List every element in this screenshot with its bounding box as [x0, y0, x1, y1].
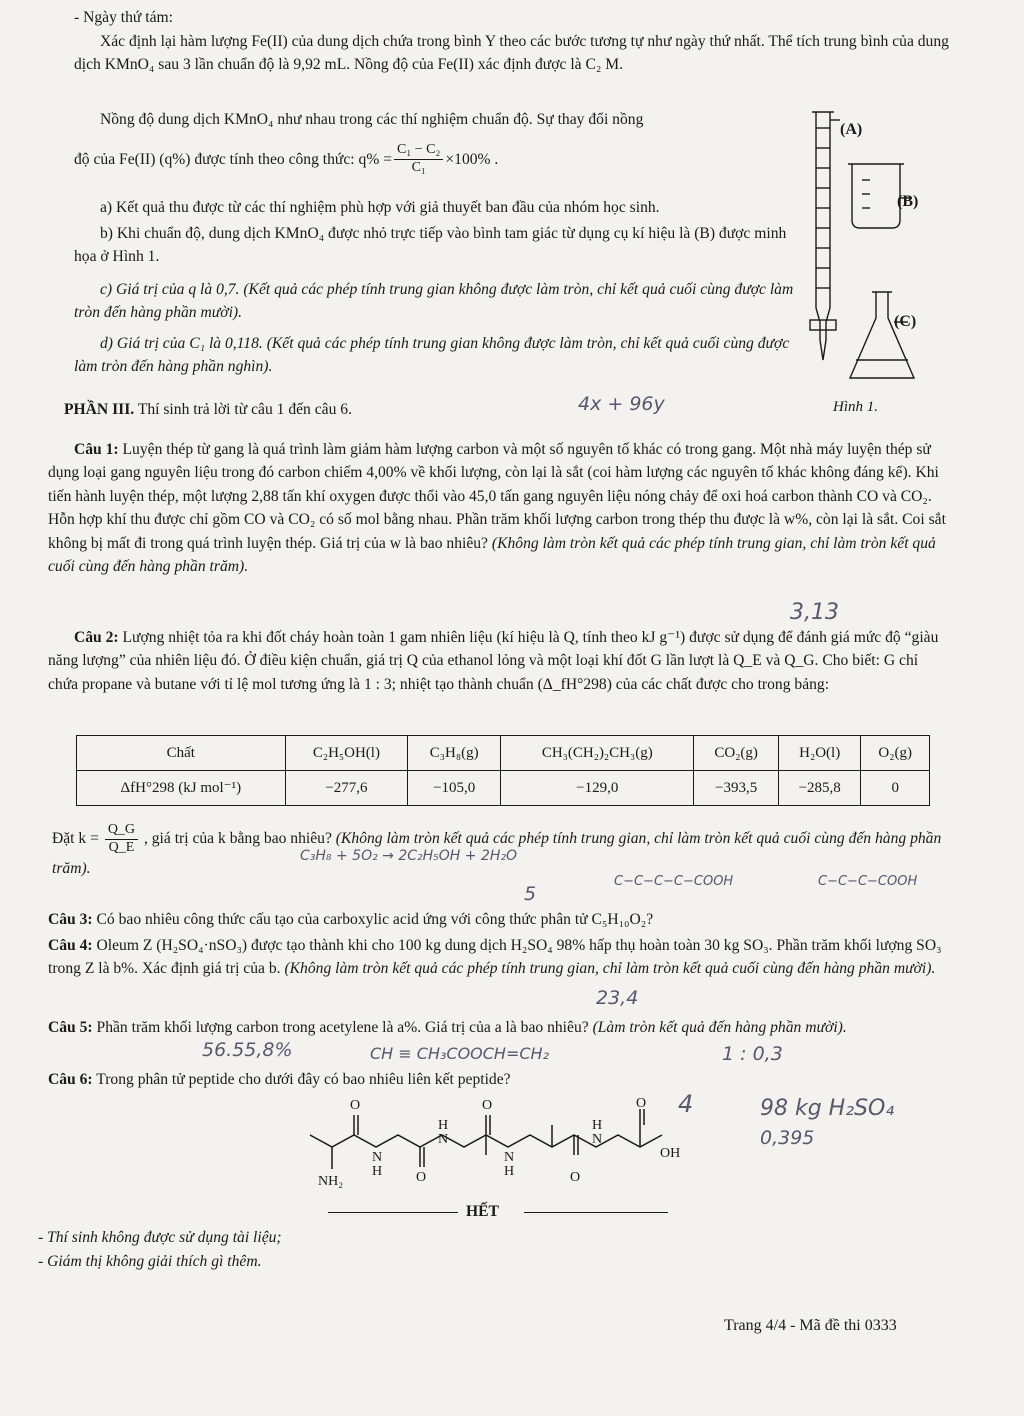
table-cell: −277,6 [285, 771, 408, 806]
question-4-note: (Không làm tròn kết quả các phép tính trung gian, chỉ làm tròn kết quả cuối cùng đến hàng phần mười). [284, 960, 936, 978]
question-2-note: (Không làm tròn kết quả các phép tính trung gian, chỉ làm tròn kết quả cuối cùng đến hàng phần trăm). [52, 829, 942, 877]
peptide-nitrogen-label: N [504, 1150, 515, 1165]
question-3-label: Câu 3: [48, 911, 93, 928]
end-divider-right [524, 1212, 668, 1213]
footer-note-2: - Giám thị không giải thích gì thêm. [38, 1253, 262, 1270]
handwritten-note: 0,395 [760, 1127, 815, 1149]
peptide-amine-label: NH₂ [318, 1174, 344, 1189]
table-cell: ΔfH°298 (kJ mol⁻¹) [77, 771, 286, 806]
table-cell: O₂(g) [861, 736, 930, 771]
question-6-text: Trong phân tử peptide cho dưới đây có bao nhiêu liên kết peptide? [96, 1071, 511, 1088]
table-cell: −105,0 [408, 771, 501, 806]
k-suffix: , giá trị của k bằng bao nhiêu? [143, 829, 332, 847]
question-5-note: (Làm tròn kết quả đến hàng phần mười). [592, 1019, 847, 1036]
formula-suffix: ×100% . [445, 150, 499, 168]
table-cell: CH₃(CH₂)₂CH₃(g) [501, 736, 694, 771]
handwritten-note: 98 kg H₂SO₄ [760, 1096, 895, 1121]
peptide-hydrogen-label: H [592, 1118, 603, 1133]
question-4-label: Câu 4: [48, 937, 93, 954]
statement-b: b) Khi chuẩn độ, dung dịch KMnO₄ được nhỏ trực tiếp vào bình tam giác từ dụng cụ kí hiệu là (B) được minh họa ở Hình 1. [74, 225, 787, 266]
question-3-text: Có bao nhiêu công thức cấu tạo của carboxylic acid ứng với công thức phân tử C₅H₁₀O₂? [96, 911, 654, 928]
peptide-nitrogen-label: N [372, 1150, 383, 1165]
question-1-label: Câu 1: [74, 441, 119, 458]
figure-label-a: (A) [840, 121, 863, 138]
table-cell: CO₂(g) [694, 736, 779, 771]
peptide-oxygen-label: O [636, 1096, 647, 1111]
question-6 [48, 1068, 948, 1091]
k-denominator: Q_E [108, 839, 135, 855]
peptide-nitrogen-label: N [438, 1132, 449, 1147]
handwritten-note: 4 [678, 1090, 694, 1118]
handwritten-note: 5 [524, 883, 537, 905]
part-three-title: PHẦN III. [64, 401, 135, 418]
table-cell: −393,5 [694, 771, 779, 806]
question-5-text: Phần trăm khối lượng carbon trong acetylene là a%. Giá trị của a là bao nhiêu? [96, 1019, 589, 1036]
handwritten-note: 4x + 96y [578, 393, 665, 415]
question-2-label: Câu 2: [74, 629, 119, 646]
peptide-structure-diagram [300, 1095, 720, 1195]
handwritten-note: C−C−C−COOH [818, 874, 918, 889]
statement-a: a) Kết quả thu được từ các thí nghiệm phù hợp với giả thuyết ban đầu của nhóm học sinh. [100, 199, 660, 216]
peptide-hydrogen-label: H [372, 1164, 383, 1179]
formula-line [74, 142, 794, 177]
paragraph-titration: Xác định lại hàm lượng Fe(II) của dung dịch chứa trong bình Y theo các bước tương tự như ngày thứ nhất. Thể tích trung bình của dung dịch KMnO₄ sau 3 lần chuẩn độ là 9,92 mL. Nồng độ của Fe(II) xác định được là C₂ M. [74, 33, 949, 74]
page-number: Trang 4/4 - Mã đề thi 0333 [724, 1317, 897, 1334]
peptide-oxygen-label: O [570, 1170, 581, 1185]
handwritten-note: CH ≡ CH₃COOCH=CH₂ [370, 1044, 549, 1063]
table-row [77, 771, 930, 806]
question-2-text: Lượng nhiệt tỏa ra khi đốt cháy hoàn toàn 1 gam nhiên liệu (kí hiệu là Q, tính theo kJ g⁻¹) được sử dụng để đánh giá mức độ “giàu năng lượng” của nhiên liệu đó. Ở điều kiện chuẩn, giá trị Q của ethanol lỏng và một loại khí đốt G lần lượt là Q_E và Q_G. Cho biết: G chỉ chứa propane và butane với tỉ lệ mol tương ứng là 1 : 3; nhiệt tạo thành chuẩn (Δ_fH°298) của các chất được cho trong bảng: [48, 629, 939, 693]
statement-d: d) Giá trị của C₁ là 0,118. (Kết quả các phép tính trung gian không được làm tròn, chỉ kết quả cuối cùng được làm tròn đến hàng phần nghìn). [74, 335, 790, 376]
enthalpy-table [76, 735, 930, 806]
table-cell: C₂H₅OH(l) [285, 736, 408, 771]
table-cell: −129,0 [501, 771, 694, 806]
end-marker: HẾT [466, 1203, 499, 1220]
titration-apparatus-figure [800, 108, 950, 400]
figure-label-b: (B) [897, 193, 919, 210]
question-4-text: Oleum Z (H₂SO₄·nSO₃) được tạo thành khi cho 100 kg dung dịch H₂SO₄ 98% hấp thụ hoàn toàn 30 kg SO₃. Phần trăm khối lượng SO₃ trong Z là b%. Xác định giá trị của b. [48, 937, 942, 978]
handwritten-note: 3,13 [790, 600, 839, 625]
handwritten-note: 23,4 [596, 987, 639, 1009]
question-3 [48, 908, 948, 931]
formula-prefix: độ của Fe(II) (q%) được tính theo công thức: q% = [74, 150, 393, 168]
formula-numerator: C₁ − C₂ [394, 142, 443, 160]
k-numerator: Q_G [105, 822, 138, 840]
part-three-heading [64, 398, 352, 421]
day-heading: - Ngày thứ tám: [74, 9, 173, 26]
k-fraction [105, 822, 138, 857]
table-cell: H₂O(l) [778, 736, 860, 771]
question-5-label: Câu 5: [48, 1019, 93, 1036]
peptide-oxygen-label: O [350, 1098, 361, 1113]
table-cell: Chất [77, 736, 286, 771]
question-1 [48, 438, 948, 578]
part-three-desc: Thí sinh trả lời từ câu 1 đến câu 6. [137, 401, 352, 418]
peptide-hydroxyl-label: OH [660, 1146, 681, 1161]
figure-caption: Hình 1. [833, 399, 878, 415]
question-2 [48, 626, 948, 696]
footer-note-1: - Thí sinh không được sử dụng tài liệu; [38, 1229, 282, 1246]
k-prefix: Đặt k = [52, 829, 99, 847]
formula-fraction [394, 142, 443, 177]
question-5 [48, 1016, 948, 1039]
peptide-hydrogen-label: H [504, 1164, 515, 1179]
table-cell: −285,8 [778, 771, 860, 806]
statement-c: c) Giá trị của q là 0,7. (Kết quả các phép tính trung gian không được làm tròn, chỉ kết quả cuối cùng được làm tròn đến hàng phần mười). [74, 281, 794, 322]
table-cell: 0 [861, 771, 930, 806]
question-1-text: Luyện thép từ gang là quá trình làm giảm hàm lượng carbon và một số nguyên tố khác có trong gang. Một nhà máy luyện thép sử dụng loại gang nguyên liệu trong đó carbon chiếm 4,00% về khối lượng, còn lại là sắt (coi hàm lượng các nguyên tố khác không đáng kể). Khi tiến hành luyện thép, một lượng 2,88 tấn khí oxygen được thổi vào 45,0 tấn gang nguyên liệu nóng chảy để oxi hoá carbon thành CO và CO₂. Hỗn hợp khí thu được chỉ gồm CO và CO₂ có số mol bằng nhau. Phần trăm khối lượng carbon trong thép thu được là w%, còn lại là sắt. Coi sắt không bị mất đi trong quá trình luyện thép. Giá trị của w là bao nhiêu? [48, 441, 946, 552]
peptide-nitrogen-label: N [592, 1132, 603, 1147]
figure-label-c: (C) [894, 313, 917, 330]
table-header-row [77, 736, 930, 771]
handwritten-note: 56.55,8% [202, 1039, 293, 1061]
question-1-note: (Không làm tròn kết quả các phép tính trung gian, chỉ làm tròn kết quả cuối cùng đến hàng phần trăm). [48, 534, 936, 575]
formula-denominator: C₁ [411, 159, 426, 175]
peptide-oxygen-label: O [416, 1170, 427, 1185]
handwritten-note: 1 : 0,3 [722, 1043, 783, 1065]
handwritten-note: C₃H₈ + 5O₂ → 2C₂H₅OH + 2H₂O [300, 848, 518, 864]
question-6-label: Câu 6: [48, 1071, 93, 1088]
handwritten-note: C−C−C−C−COOH [614, 874, 734, 889]
end-divider-left [328, 1212, 458, 1213]
table-cell: C₃H₈(g) [408, 736, 501, 771]
paragraph-concentration: Nồng độ dung dịch KMnO₄ như nhau trong các thí nghiệm chuẩn độ. Sự thay đổi nồng [100, 111, 644, 128]
question-4 [48, 934, 948, 981]
peptide-hydrogen-label: H [438, 1118, 449, 1133]
peptide-oxygen-label: O [482, 1098, 493, 1113]
